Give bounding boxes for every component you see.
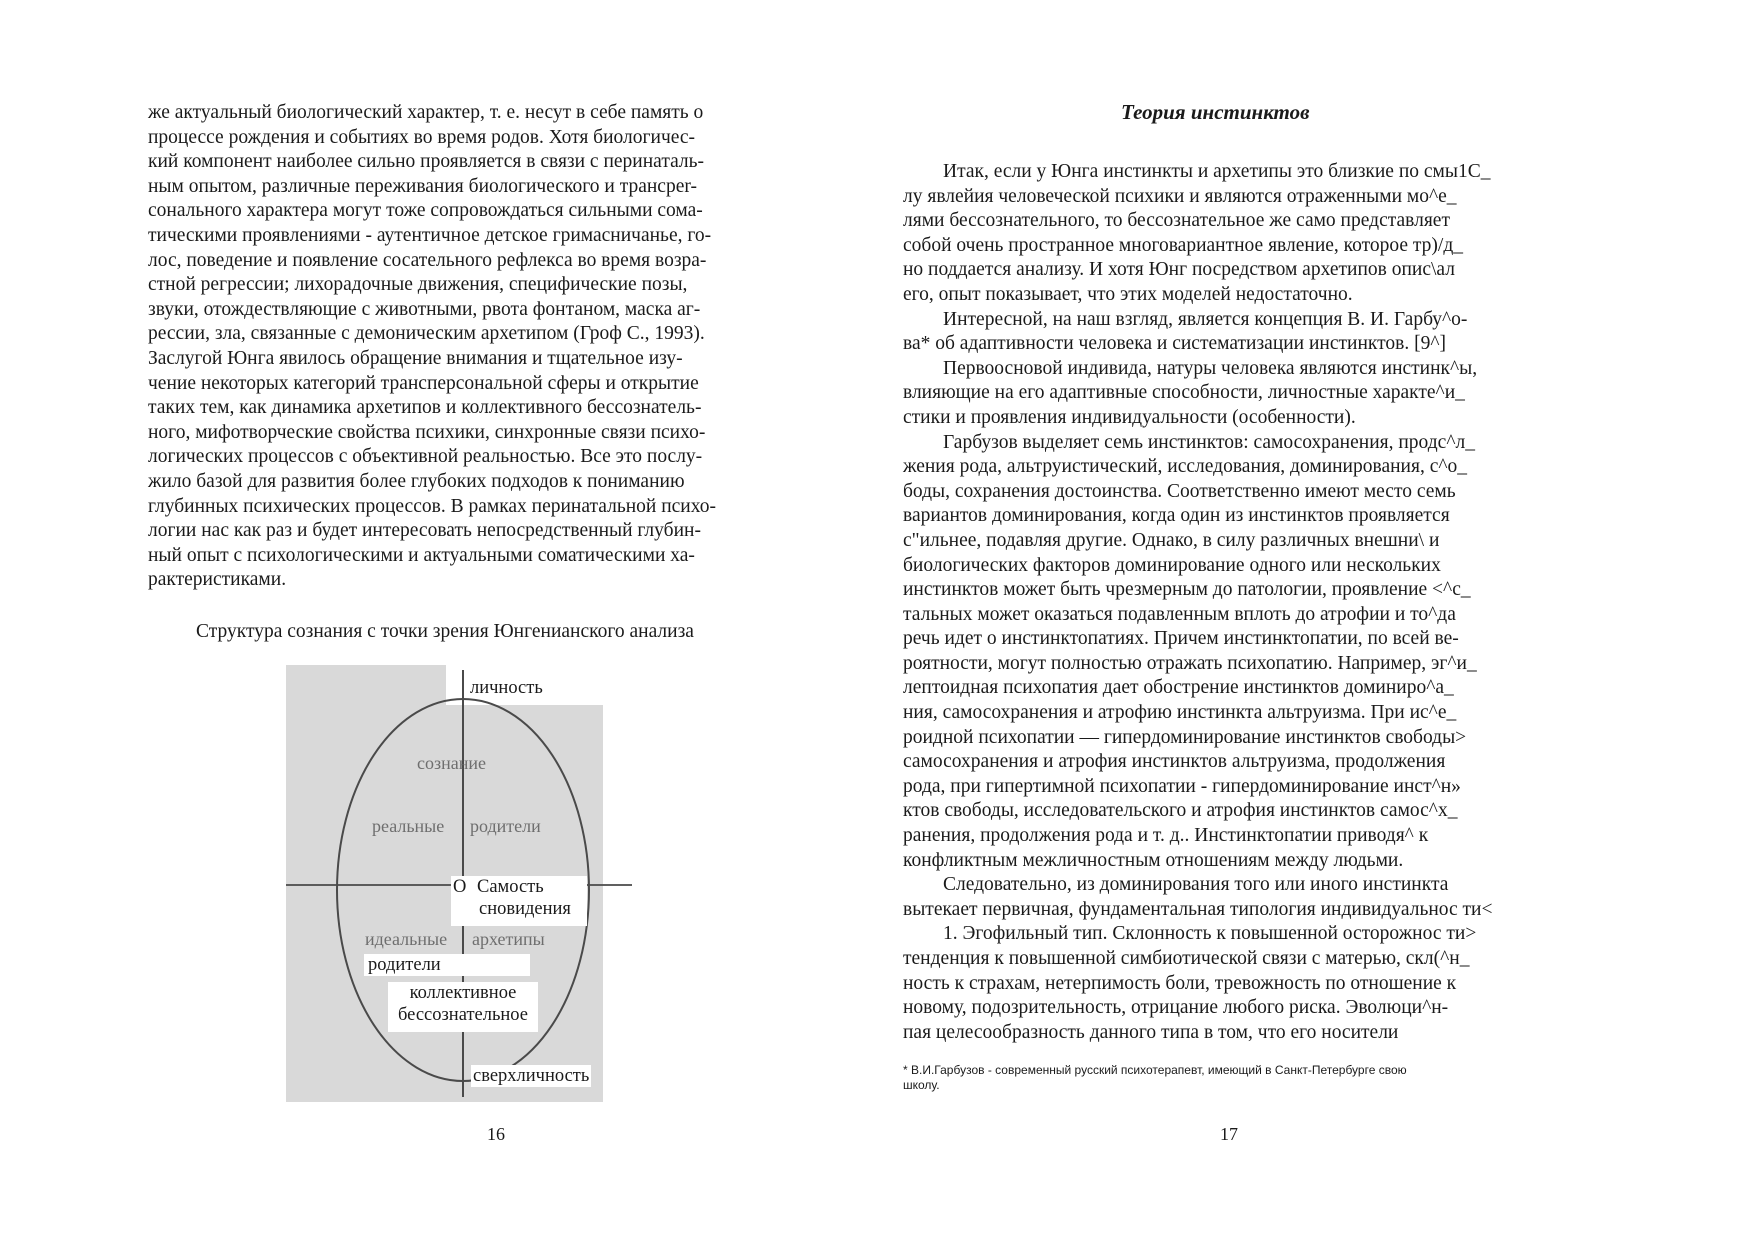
text-line: тическими проявлениями - аутентичное детское гримасничанье, го- <box>148 224 712 246</box>
text-line: тенденция к повышенной симбиотической связи с матерью, скл(^н_ <box>903 948 1470 969</box>
text-line: же актуальный биологический характер, т. е. несут в себе память о <box>148 102 704 123</box>
text-line: новому, подозрительность, отрицание любого риска. Эволюци^н- <box>903 997 1449 1019</box>
text-line: роятности, могут полностью отражать психопатию. Например, эг^и_ <box>903 652 1477 674</box>
right-page <box>876 0 1753 1241</box>
text-line: ный опыт с психологическими и актуальными соматическими ха- <box>148 544 695 566</box>
text-line: глубинных психических процессов. В рамках перинатальной психо- <box>148 495 716 517</box>
text-line: рессии, зла, связанные с демоническим архетипом (Гроф С., 1993). <box>148 323 705 345</box>
text-line: логических процессов с объективной реальностью. Все это послу- <box>148 446 703 468</box>
text-line: логии нас как раз и будет интересовать непосредственный глубин- <box>148 520 701 542</box>
page-number-left: 16 <box>487 1124 505 1144</box>
text-line: ным опытом, различные переживания биологического и трансper- <box>148 175 697 197</box>
text-line: лос, поведение и появление сосательного рефлекса во время возра- <box>148 249 707 271</box>
text-line: ность к страхам, нетерпимость боли, тревожность по отношение к <box>903 972 1457 994</box>
text-line: ния, самосохранения и атрофию инстинкта альтруизма. При ис^е_ <box>903 702 1457 724</box>
text-line: ранения, продолжения рода и т. д.. Инстинктопатии приводя^ к <box>903 825 1429 847</box>
text-line: Первоосновой индивида, натуры человека являются инстинк^ы, <box>943 357 1478 379</box>
text-line: рода, при гипертимной психопатии - гипердоминирование инст^н» <box>903 775 1461 797</box>
text-line: пая целесообразность данного типа в том, что его носители <box>903 1021 1399 1043</box>
text-line: стики и проявления индивидуальности (особенности). <box>903 406 1356 428</box>
text-line: самосохранения и атрофия инстинктов альтруизма, продолжения <box>903 751 1446 773</box>
text-line: боды, сохранения достоинства. Соответственно имеют место семь <box>903 480 1456 502</box>
label-realnye: реальные <box>372 816 445 836</box>
footnote-line: * В.И.Гарбузов - современный русский психотерапевт, имеющий в Санкт-Петербурге свою <box>903 1063 1407 1077</box>
text-line: процессе рождения и событиях во время родов. Хотя биологичес- <box>148 126 696 148</box>
text-line: влияющие на его адаптивные способности, личностные характе^и_ <box>903 382 1465 404</box>
section-title: Теория инстинктов <box>1121 100 1310 124</box>
label-sverkhlichnost: сверхличность <box>473 1066 590 1086</box>
label-collective-box <box>388 982 538 1032</box>
text-line: ного, мифотворческие свойства психики, синхронные связи психо- <box>148 421 706 443</box>
text-line: лептоидная психопатия дает обострение инстинктов доминиро^а_ <box>903 677 1454 699</box>
text-line: Гарбузов выделяет семь инстинктов: самосохранения, продс^л_ <box>943 431 1475 453</box>
label-snovideniya: сновидения <box>479 899 571 919</box>
left-page <box>0 0 876 1241</box>
footnote-line: школу. <box>903 1078 940 1092</box>
label-idealnye: идеальные <box>365 929 448 949</box>
text-line: лу явлейия человеческой психики и являются отраженными мо^е_ <box>903 185 1457 207</box>
text-line: чение некоторых категорий трансперсональной сферы и открытие <box>148 372 699 394</box>
text-line: роидной психопатии — гипердоминирование инстинктов свободы> <box>903 726 1467 748</box>
text-line: ктов свободы, исследовательского и атрофия инстинктов самос^х_ <box>903 800 1458 822</box>
text-line: конфликтным межличностным отношениям между людьми. <box>903 849 1404 871</box>
text-line: сонального характера могут тоже сопровождаться сильными сома- <box>148 200 703 222</box>
text-line: биологических факторов доминирование одного или нескольких <box>903 554 1441 576</box>
text-line: ва* об адаптивности человека и систематизации инстинктов. [9^] <box>903 333 1446 355</box>
label-kollektivnoe: коллективное <box>409 983 517 1003</box>
figure-caption: Структура сознания с точки зрения Юнгенианского анализа <box>196 621 694 642</box>
text-line: Интересной, на наш взгляд, является концепция В. И. Гарбу^о- <box>943 308 1468 330</box>
page-number-right: 17 <box>1220 1124 1238 1144</box>
text-line: собой очень пространное многовариантное явление, которое тр)/д_ <box>903 234 1464 256</box>
text-line: Итак, если у Юнга инстинкты и архетипы это близкие по смы1С_ <box>943 161 1491 182</box>
text-line: жения рода, альтруистический, исследования, доминирования, с^о_ <box>903 456 1467 478</box>
footnote <box>903 1063 1543 1093</box>
text-line: вариантов доминирования, когда один из инстинктов проявляется <box>903 505 1450 527</box>
right-body-text <box>903 160 1563 1045</box>
text-line: лями бессознательного, то бессознательное же само представляет <box>903 210 1450 232</box>
text-line: Следовательно, из доминирования того или иного инстинкта <box>943 874 1449 896</box>
text-line: вытекает первичная, фундаментальная типология индивидуальнос ти< <box>903 898 1493 920</box>
label-soznanie: сознание <box>417 753 486 773</box>
text-line: с"ильнее, подавляя другие. Однако, в силу различных внешни\ и <box>903 529 1440 551</box>
text-line: 1. Эгофильный тип. Склонность к повышенной осторожнос ти> <box>943 923 1477 945</box>
text-line: кий компонент наиболее сильно проявляется в связи с перинаталь- <box>148 151 705 173</box>
label-samost-box <box>451 876 587 926</box>
text-line: стной регрессии; лихорадочные движения, специфические позы, <box>148 274 688 296</box>
text-line: но поддается анализу. И хотя Юнг посредством архетипов опис\ал <box>903 259 1455 281</box>
consciousness-structure-diagram <box>286 665 632 1102</box>
text-line: Заслугой Юнга явилось обращение внимания и тщательное изу- <box>148 347 683 369</box>
text-line: жило базой для развития более глубоких подходов к пониманию <box>148 470 685 492</box>
text-line: рактеристиками. <box>148 569 287 591</box>
label-roditeli: родители <box>364 954 530 976</box>
text-line: звуки, отождествляющие с животными, рвота фонтаном, маска аг- <box>148 298 701 320</box>
label-samost: Самость <box>477 877 544 897</box>
text-line: речь идет о инстинктопатиях. Причем инстинктопатии, по всей ве- <box>903 628 1459 650</box>
label-lichnost: личность <box>470 678 543 698</box>
label-roditeli-real: родители <box>470 816 541 836</box>
text-line: инстинктов может быть чрезмерным до патологии, проявление <^с_ <box>903 579 1471 601</box>
text-line: таких тем, как динамика архетипов и коллективного бессознатель- <box>148 397 702 419</box>
text-line: тальных может оказаться подавленным вплоть до атрофии и то^да <box>903 603 1456 625</box>
label-o: О <box>453 877 467 897</box>
label-arkhetipy: архетипы <box>472 929 545 949</box>
text-line: его, опыт показывает, что этих моделей недостаточно. <box>903 283 1353 305</box>
left-body-text <box>148 101 803 593</box>
label-bessoznatelnoe: бессознательное <box>397 1005 528 1025</box>
